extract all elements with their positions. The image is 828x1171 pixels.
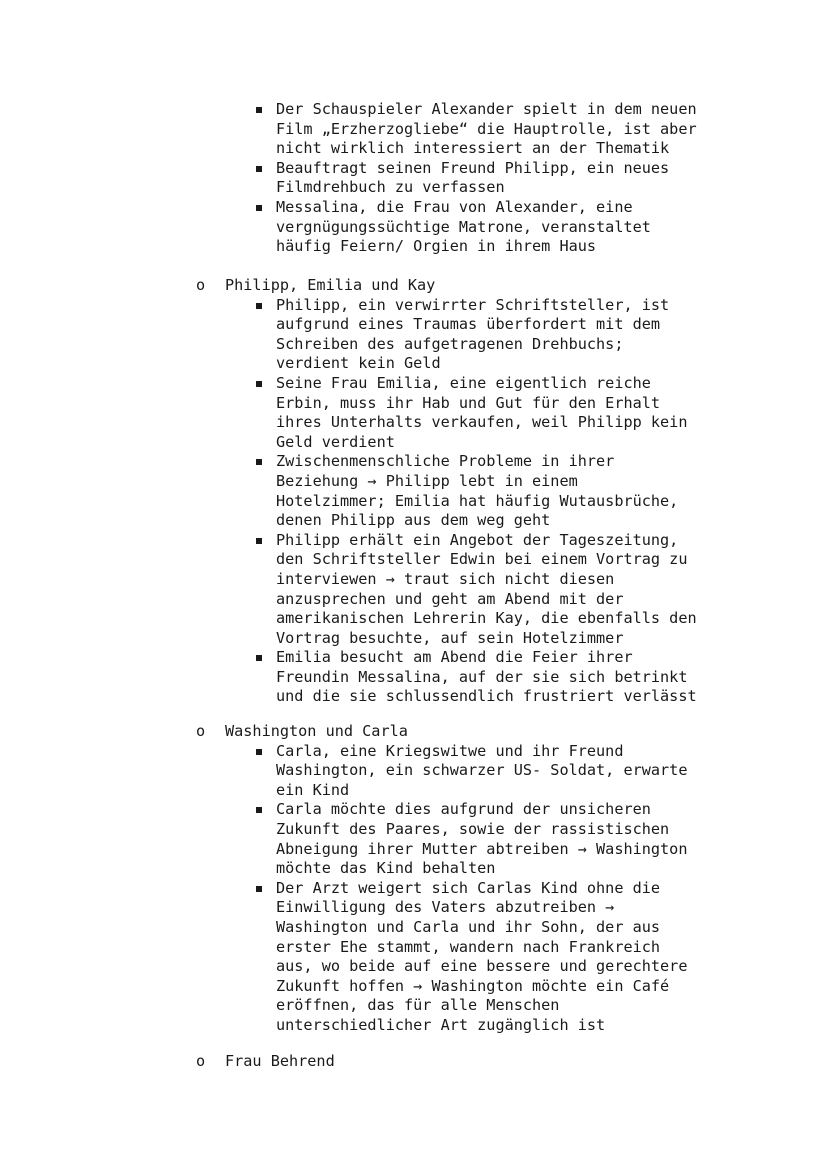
square-bullet-icon — [256, 107, 262, 113]
section-bullet-list — [246, 742, 726, 1036]
square-bullet-icon — [256, 205, 262, 211]
bullet-item — [246, 648, 726, 707]
square-bullet-icon — [256, 749, 262, 755]
circle-bullet-icon: o — [196, 276, 206, 294]
bullet-item — [246, 374, 726, 452]
section-item — [196, 276, 756, 707]
bullet-text: Seine Frau Emilia, eine eigentlich reiche Erbin, muss ihr Hab und Gut für den Erhalt ihres Unterhalts verkaufen, weil Philipp kein Geld verdient — [276, 373, 688, 451]
square-bullet-icon — [256, 807, 262, 813]
square-bullet-icon — [256, 381, 262, 387]
bullet-item — [246, 159, 726, 198]
bullet-text: Zwischenmenschliche Probleme in ihrer Beziehung → Philipp lebt in einem Hotelzimmer; Emilia hat häufig Wutausbrüche, denen Philipp aus dem weg geht — [276, 452, 679, 530]
bullet-item — [246, 296, 726, 374]
circle-bullet-icon: o — [196, 722, 206, 740]
square-bullet-icon — [256, 459, 262, 465]
bullet-text: Emilia besucht am Abend die Feier ihrer Freundin Messalina, auf der sie sich betrinkt und die sie schlussendlich frustriert verlässt — [276, 648, 697, 706]
square-bullet-icon — [256, 166, 262, 172]
section-frau-behrend — [196, 1052, 756, 1072]
bullet-text: Messalina, die Frau von Alexander, eine vergnügungssüchtige Matrone, veranstaltet häufig Feiern/ Orgien in ihrem Haus — [276, 197, 651, 256]
intro-bullet-list — [246, 100, 726, 257]
section-title: Philipp, Emilia und Kay — [225, 276, 436, 294]
section-washington-carla — [196, 722, 756, 1036]
section-item — [196, 722, 756, 1036]
square-bullet-icon — [256, 886, 262, 892]
circle-bullet-icon: o — [196, 1052, 206, 1070]
bullet-text: Der Arzt weigert sich Carlas Kind ohne die Einwilligung des Vaters abzutreiben → Washington und Carla und ihr Sohn, der aus erster Ehe stammt, wandern nach Frankreich aus, wo beide auf eine bessere und gerechtere Zukunft hoffen → Washington möchte ein Café eröffnen, das für alle Menschen unterschiedlicher Art zugänglich ist — [276, 878, 688, 1034]
bullet-text: Philipp erhält ein Angebot der Tageszeitung, den Schriftsteller Edwin bei einem Vortrag zu interviewen → traut sich nicht diesen anzusprechen und geht am Abend mit der amerikanischen Lehrerin Kay, die ebenfalls den Vortrag besuchte, auf sein Hotelzimmer — [276, 530, 697, 647]
square-bullet-icon — [256, 303, 262, 309]
section-title: Washington und Carla — [225, 722, 408, 740]
bullet-text: Philipp, ein verwirrter Schriftsteller, ist aufgrund eines Traumas überfordert mit dem Schreiben des aufgetragenen Drehbuchs; verdient kein Geld — [276, 295, 670, 373]
section-title: Frau Behrend — [225, 1052, 335, 1070]
square-bullet-icon — [256, 655, 262, 661]
bullet-item — [246, 531, 726, 649]
bullet-item — [246, 100, 726, 159]
square-bullet-icon — [256, 538, 262, 544]
bullet-item — [246, 452, 726, 530]
bullet-text: Carla, eine Kriegswitwe und ihr Freund Washington, ein schwarzer US- Soldat, erwarte ein Kind — [276, 741, 688, 799]
bullet-item — [246, 742, 726, 801]
bullet-item — [246, 198, 726, 257]
section-item — [196, 1052, 756, 1072]
bullet-text: Beauftragt seinen Freund Philipp, ein neues Filmdrehbuch zu verfassen — [276, 158, 670, 197]
bullet-text: Der Schauspieler Alexander spielt in dem neuen Film „Erzherzogliebe“ die Hauptrolle, ist aber nicht wirklich interessiert an der Thematik — [276, 100, 697, 158]
bullet-item — [246, 800, 726, 878]
bullet-text: Carla möchte dies aufgrund der unsicheren Zukunft des Paares, sowie der rassistischen Abneigung ihrer Mutter abtreiben → Washington möchte das Kind behalten — [276, 800, 688, 878]
bullet-item — [246, 879, 726, 1036]
section-bullet-list — [246, 296, 726, 707]
section-philipp-emilia-kay — [196, 276, 756, 707]
